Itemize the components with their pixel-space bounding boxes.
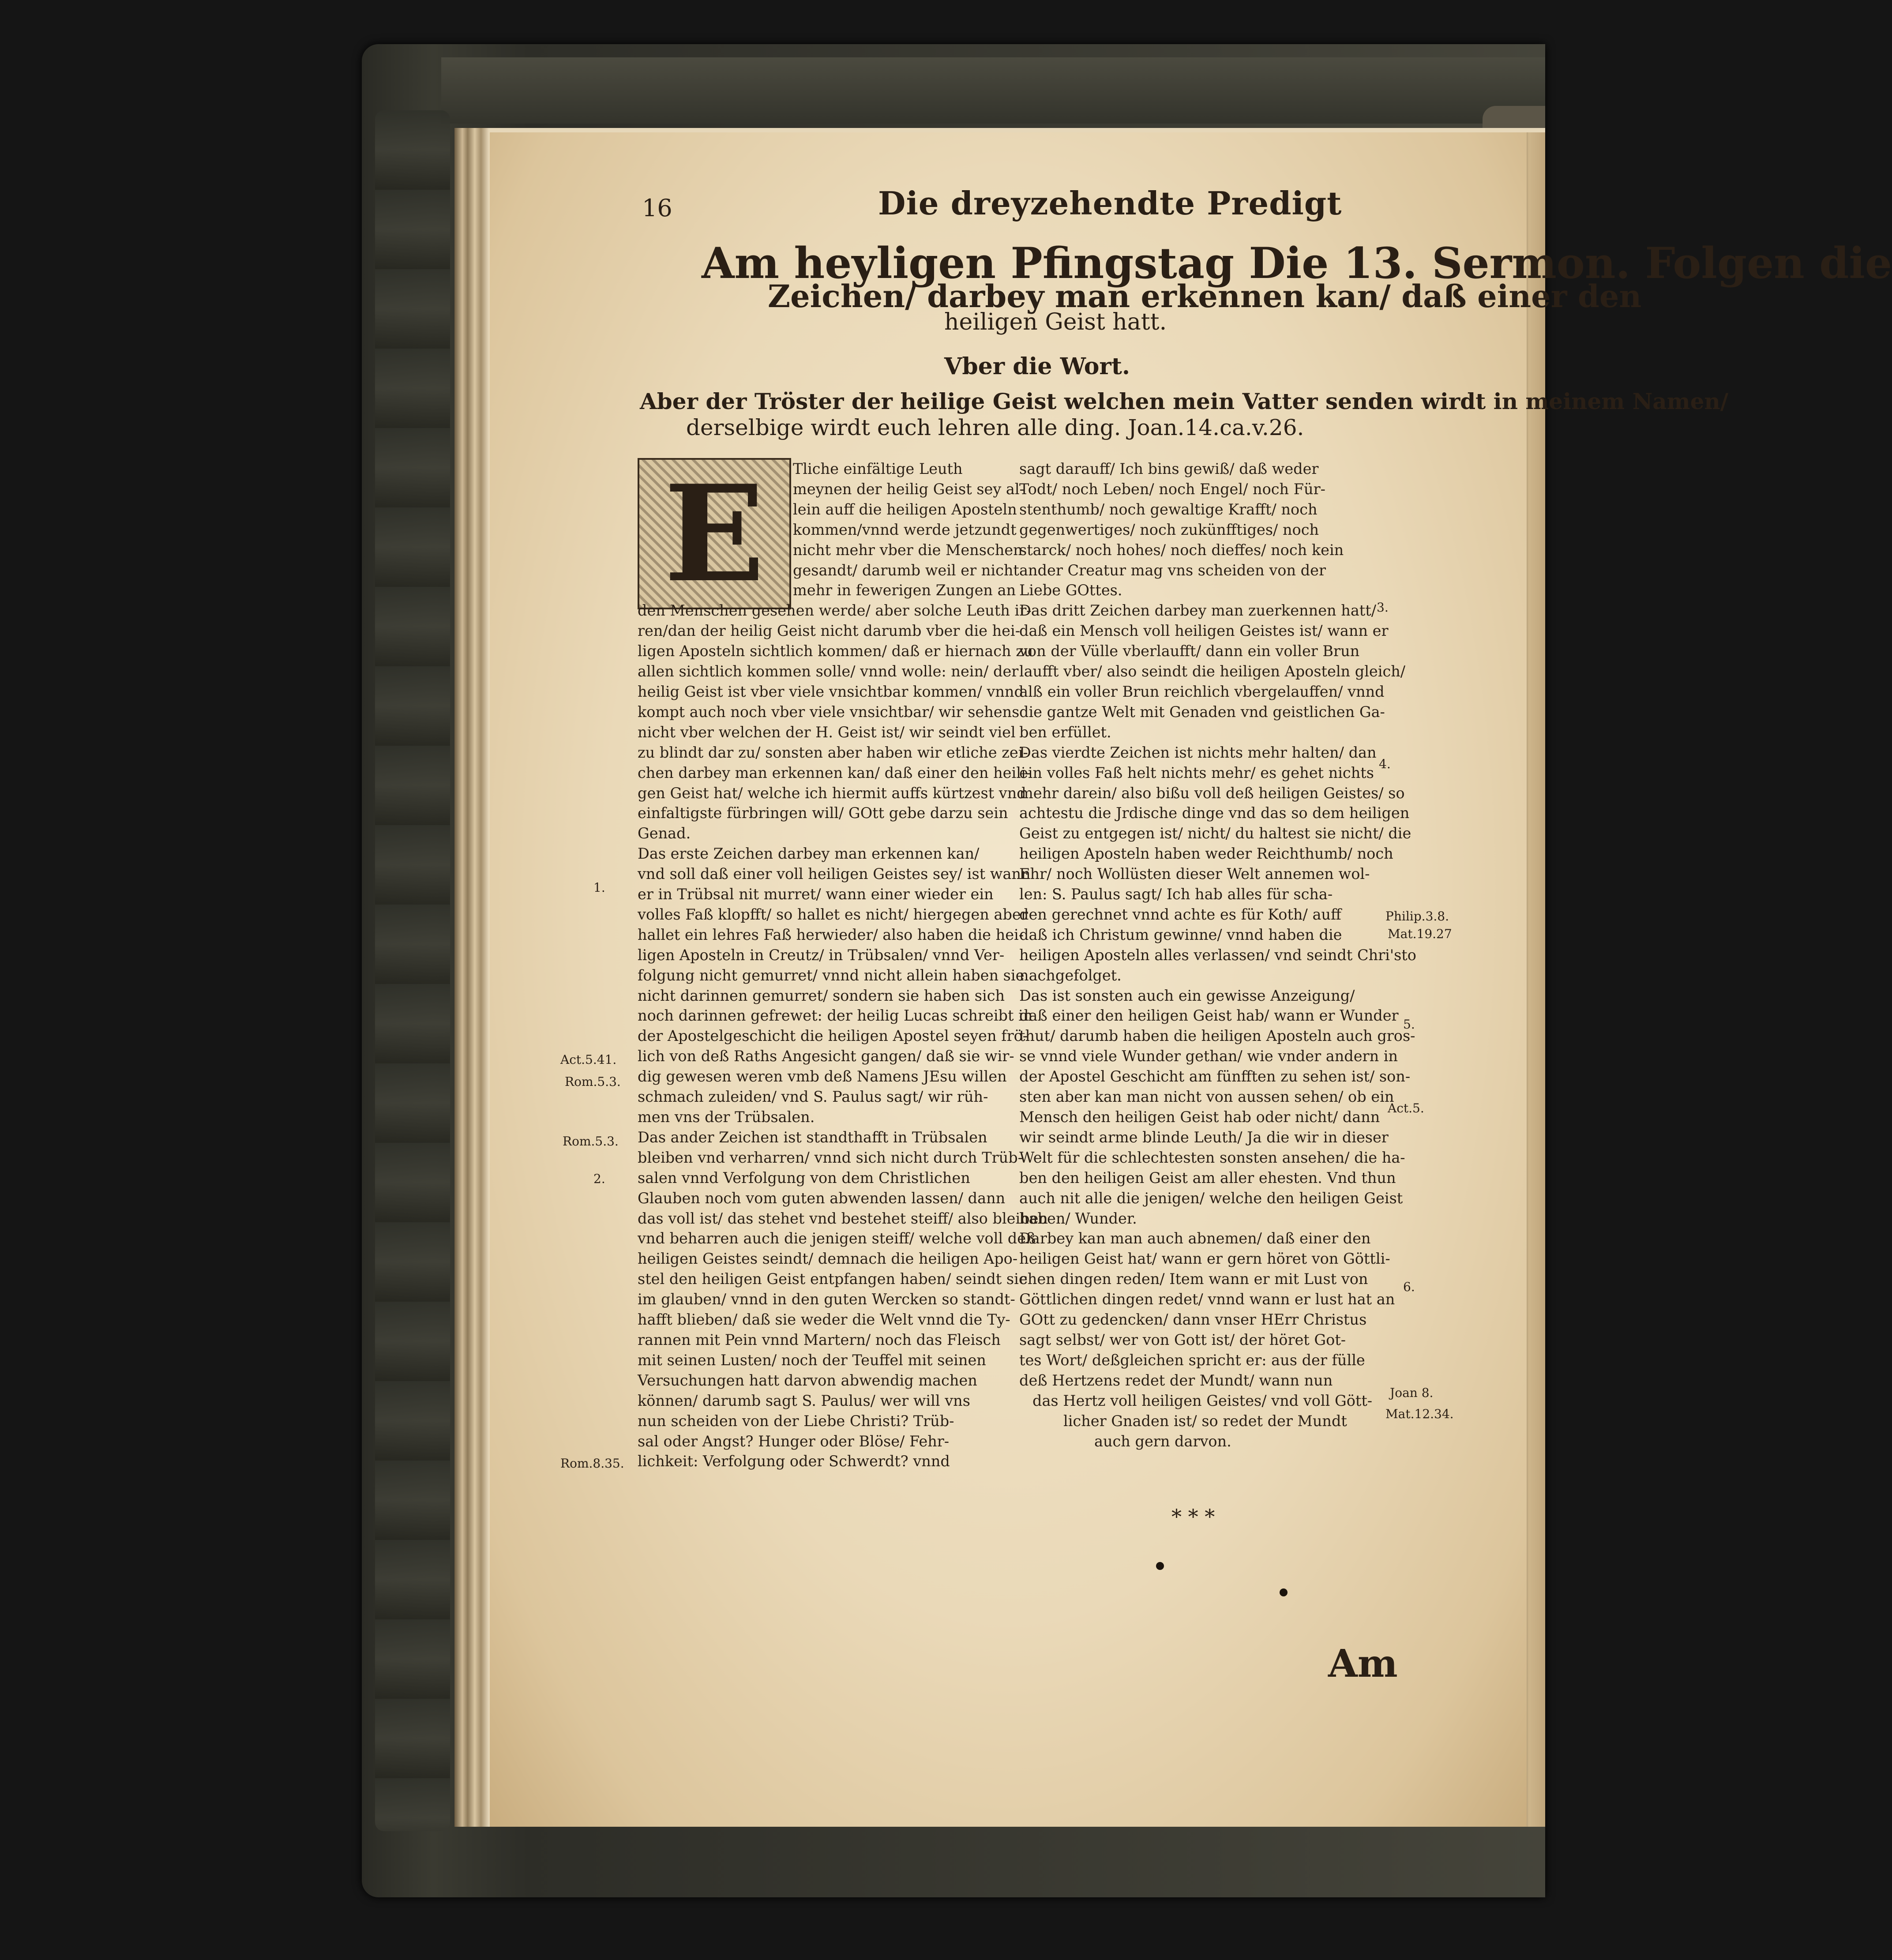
text-line: heilig Geist ist vber viele vnsichtbar kommen/ vnnd [638, 683, 1024, 700]
initial-letter: E [664, 456, 765, 612]
text-line: schmach zuleiden/ vnd S. Paulus sagt/ wir rüh- [638, 1088, 988, 1106]
text-line: gen Geist hat/ welche ich hiermit auffs kürtzest vnd [638, 784, 1026, 802]
text-line: Ehr/ noch Wollüsten dieser Welt annemen wol- [1019, 865, 1370, 883]
text-line: mit seinen Lusten/ noch der Teuffel mit seinen [638, 1351, 986, 1369]
text-line: den gerechnet vnnd achte es für Koth/ auff [1019, 905, 1341, 923]
text-line: nicht mehr vber die Menschen [793, 541, 1023, 559]
text-line: Genad. [638, 825, 691, 842]
text-line: nun scheiden von der Liebe Christi? Trüb- [638, 1412, 954, 1430]
text-line: stel den heiligen Geist entpfangen haben/ seindt sie [638, 1270, 1028, 1288]
text-line: heiligen Aposteln haben weder Reichthumb/ noch [1019, 845, 1393, 863]
text-line: der Apostel Geschicht am fünfften zu sehen ist/ son- [1019, 1068, 1411, 1085]
text-line: se vnnd viele Wunder gethan/ wie vnder andern in [1019, 1048, 1398, 1065]
text-line: deß Hertzens redet der Mundt/ wann nun [1019, 1371, 1333, 1389]
margin-note: 5. [1403, 1017, 1415, 1032]
text-line: stenthumb/ noch gewaltige Krafft/ noch [1019, 500, 1318, 518]
margin-note: Rom.5.3. [563, 1134, 619, 1149]
margin-note: Rom.5.3. [565, 1074, 621, 1089]
margin-note: 6. [1403, 1280, 1415, 1294]
margin-note: Act.5.41. [560, 1052, 617, 1067]
margin-note: 3. [1377, 600, 1389, 615]
text-line: lichkeit: Verfolgung oder Schwerdt? vnnd [638, 1453, 950, 1470]
scripture-heading: Vber die Wort. [944, 353, 1130, 380]
text-line: heiligen Geistes seindt/ demnach die heiligen Apo- [638, 1250, 1018, 1268]
sermon-subtitle: Zeichen/ darbey man erkennen kan/ daß einer den [768, 278, 1642, 315]
text-line: noch darinnen gefrewet: der heilig Lucas schreibt in [638, 1007, 1033, 1025]
text-line: hallet ein lehres Faß herwieder/ also haben die hei- [638, 926, 1024, 943]
text-line: sagt selbst/ wer von Gott ist/ der höret Got- [1019, 1331, 1346, 1348]
text-line: daß ein Mensch voll heiligen Geistes ist/ wann er [1019, 622, 1389, 640]
text-line: von der Vülle vberlaufft/ dann ein voller Brun [1019, 642, 1360, 660]
text-line: ligen Aposteln sichtlich kommen/ daß er hiernach zu [638, 642, 1033, 660]
text-line: laufft vber/ also seindt die heiligen Aposteln gleich/ [1019, 663, 1406, 680]
text-line: ligen Aposteln in Creutz/ in Trübsalen/ vnnd Ver- [638, 946, 1005, 964]
text-line: heiligen Geist hat/ wann er gern höret von Göttli- [1019, 1250, 1390, 1268]
text-line: tes Wort/ deßgleichen spricht er: aus der fülle [1019, 1351, 1365, 1369]
text-line: Welt für die schlechtesten sonsten ansehen/ die ha- [1019, 1149, 1405, 1166]
text-line: gegenwertiges/ noch zukünfftiges/ noch [1019, 521, 1319, 538]
text-line: das voll ist/ das stehet vnd bestehet steiff/ also bleiben [638, 1209, 1048, 1227]
margin-note: 4. [1379, 757, 1391, 771]
text-line: mehr darein/ also bißu voll deß heiligen Geistes/ so [1019, 784, 1405, 802]
text-line: auch nit alle die jenigen/ welche den heiligen Geist [1019, 1189, 1403, 1207]
text-line: dig gewesen weren vmb deß Namens JEsu willen [638, 1068, 1007, 1085]
text-line: volles Faß klopfft/ so hallet es nicht/ hiergegen aber [638, 905, 1028, 923]
text-line: hafft blieben/ daß sie weder die Welt vnnd die Ty- [638, 1311, 1010, 1329]
margin-note: 1. [593, 880, 605, 895]
text-line: vnd soll daß einer voll heiligen Geistes sey/ ist wann [638, 865, 1031, 883]
text-line: bleiben vnd verharren/ vnnd sich nicht durch Trüb- [638, 1149, 1023, 1166]
text-line: sten aber kan man nicht von aussen sehen/ ob ein [1019, 1088, 1394, 1106]
end-ornament: * * * [1171, 1505, 1215, 1528]
text-line: thut/ darumb haben die heiligen Aposteln auch gros- [1019, 1027, 1415, 1045]
margin-note: Mat.19.27 [1388, 927, 1452, 941]
scripture-verse-end: derselbige wirdt euch lehren alle ding. Joan.14.ca.v.26. [686, 415, 1304, 440]
text-line: die gantze Welt mit Genaden vnd geistlichen Ga- [1019, 703, 1385, 721]
scripture-verse: Aber der Tröster der heilige Geist welchen mein Vatter senden wirdt in meinem Namen/ [640, 388, 1729, 414]
text-line: len: S. Paulus sagt/ Ich hab alles für scha- [1019, 886, 1333, 903]
text-line: kompt auch noch vber viele vnsichtbar/ wir sehens [638, 703, 1020, 721]
text-line: Versuchungen hatt darvon abwendig machen [638, 1371, 977, 1389]
margin-note: Joan 8. [1390, 1386, 1434, 1400]
text-line: daß ich Christum gewinne/ vnnd haben die [1019, 926, 1342, 943]
text-line: auch gern darvon. [1094, 1432, 1231, 1450]
text-line: vnd beharren auch die jenigen steiff/ welche voll deß [638, 1230, 1036, 1247]
text-line: Todt/ noch Leben/ noch Engel/ noch Für- [1019, 480, 1325, 498]
text-line: wir seindt arme blinde Leuth/ Ja die wir in dieser [1019, 1128, 1389, 1146]
margin-note: Rom.8.35. [560, 1456, 624, 1471]
text-line: ren/dan der heilig Geist nicht darumb vber die hei- [638, 622, 1021, 640]
text-line: haben/ Wunder. [1019, 1209, 1137, 1227]
text-line: mehr in fewerigen Zungen an [793, 582, 1016, 599]
text-line: einfaltigste fürbringen will/ GOtt gebe darzu sein [638, 804, 1008, 822]
text-line: nachgefolget. [1019, 966, 1122, 984]
text-line: rannen mit Pein vnnd Martern/ noch das Fleisch [638, 1331, 1001, 1348]
text-line: lein auff die heiligen Aposteln [793, 500, 1017, 518]
text-line: gesandt/ darumb weil er nicht [793, 561, 1019, 579]
text-line: Das vierdte Zeichen ist nichts mehr halten/ dan [1019, 743, 1377, 761]
ink-dot [1280, 1588, 1288, 1596]
text-line: er in Trübsal nit murret/ wann einer wieder ein [638, 886, 994, 903]
text-line: Tliche einfältige Leuth [793, 460, 963, 477]
text-line: Göttlichen dingen redet/ vnnd wann er lust hat an [1019, 1291, 1395, 1308]
cover-top-edge [441, 57, 1545, 124]
text-line: Darbey kan man auch abnemen/ daß einer den [1019, 1230, 1371, 1247]
text-line: Liebe GOttes. [1019, 582, 1122, 599]
margin-note: Mat.12.34. [1385, 1407, 1454, 1421]
text-line: daß einer den heiligen Geist hab/ wann er Wunder [1019, 1007, 1399, 1025]
sermon-title: Am heyligen Pfingstag Die 13. Sermon. Folgen die [702, 238, 1892, 288]
left-text-column [638, 456, 1048, 1472]
text-line: ander Creatur mag vns scheiden von der [1019, 561, 1326, 579]
text-line: können/ darumb sagt S. Paulus/ wer will vns [638, 1392, 970, 1409]
page-number: 16 [642, 194, 672, 222]
text-line: meynen der heilig Geist sey al- [793, 480, 1025, 498]
text-line: sal oder Angst? Hunger oder Blöse/ Fehr- [638, 1432, 950, 1450]
text-line: sagt darauff/ Ich bins gewiß/ daß weder [1019, 460, 1319, 477]
text-line: zu blindt dar zu/ sonsten aber haben wir etliche zei- [638, 743, 1028, 761]
text-line: ben erfüllet. [1019, 723, 1111, 741]
text-line: Mensch den heiligen Geist hab oder nicht/ dann [1019, 1108, 1380, 1126]
text-line: men vns der Trübsalen. [638, 1108, 815, 1126]
text-line: im glauben/ vnnd in den guten Wercken so standt- [638, 1291, 1015, 1308]
text-line: Das dritt Zeichen darbey man zuerkennen hatt/ [1019, 602, 1377, 620]
margin-note: Philip.3.8. [1385, 909, 1449, 924]
text-line: salen vnnd Verfolgung von dem Christlichen [638, 1169, 970, 1187]
text-line: GOtt zu gedencken/ dann vnser HErr Christus [1019, 1311, 1367, 1329]
text-line: alß ein voller Brun reichlich vbergelauffen/ vnnd [1019, 683, 1385, 700]
text-line: Das erste Zeichen darbey man erkennen kan/ [638, 845, 980, 863]
text-line: den Menschen gesehen werde/ aber solche Leuth ir- [638, 602, 1032, 620]
catchword: Am [1328, 1641, 1398, 1686]
text-line: ben den heiligen Geist am aller ehesten. Vnd thun [1019, 1169, 1396, 1187]
text-line: allen sichtlich kommen solle/ vnnd wolle: nein/ der [638, 663, 1019, 680]
text-line: nicht darinnen gemurret/ sondern sie haben sich [638, 987, 1005, 1004]
text-line: heiligen Aposteln alles verlassen/ vnd seindt Chri'sto [1019, 946, 1416, 964]
text-line: chen dingen reden/ Item wann er mit Lust von [1019, 1270, 1368, 1288]
text-line: Das ist sonsten auch ein gewisse Anzeigung/ [1019, 987, 1355, 1004]
text-line: Glauben noch vom guten abwenden lassen/ dann [638, 1189, 1006, 1207]
right-text-column [1019, 459, 1416, 1451]
text-line: licher Gnaden ist/ so redet der Mundt [1063, 1412, 1347, 1430]
text-line: ein volles Faß helt nichts mehr/ es gehet nichts [1019, 764, 1374, 781]
book-spine [375, 110, 450, 1831]
text-line: das Hertz voll heiligen Geistes/ vnd voll Gött- [1032, 1392, 1373, 1409]
text-line: folgung nicht gemurret/ vnnd nicht allein haben sie [638, 966, 1025, 984]
text-line: achtestu die Jrdische dinge vnd das so dem heiligen [1019, 804, 1410, 822]
text-line: kommen/vnnd werde jetzundt [793, 521, 1017, 538]
text-line: starck/ noch hohes/ noch dieffes/ noch kein [1019, 541, 1344, 559]
text-line: der Apostelgeschicht die heiligen Apostel seyen frö- [638, 1027, 1028, 1045]
running-head: Die dreyzehendte Predigt [878, 184, 1342, 222]
margin-note: 2. [593, 1171, 605, 1186]
text-line: Das ander Zeichen ist standthafft in Trübsalen [638, 1128, 987, 1146]
text-line: nicht vber welchen der H. Geist ist/ wir seindt viel [638, 723, 1016, 741]
text-line: lich von deß Raths Angesicht gangen/ daß sie wir- [638, 1048, 1014, 1065]
text-line: Geist zu entgegen ist/ nicht/ du haltest sie nicht/ die [1019, 825, 1411, 842]
margin-note: Act.5. [1388, 1101, 1424, 1115]
ink-dot [1156, 1562, 1164, 1570]
text-line: chen darbey man erkennen kan/ daß einer den heili- [638, 764, 1031, 781]
sermon-subtitle-end: heiligen Geist hatt. [944, 309, 1167, 335]
